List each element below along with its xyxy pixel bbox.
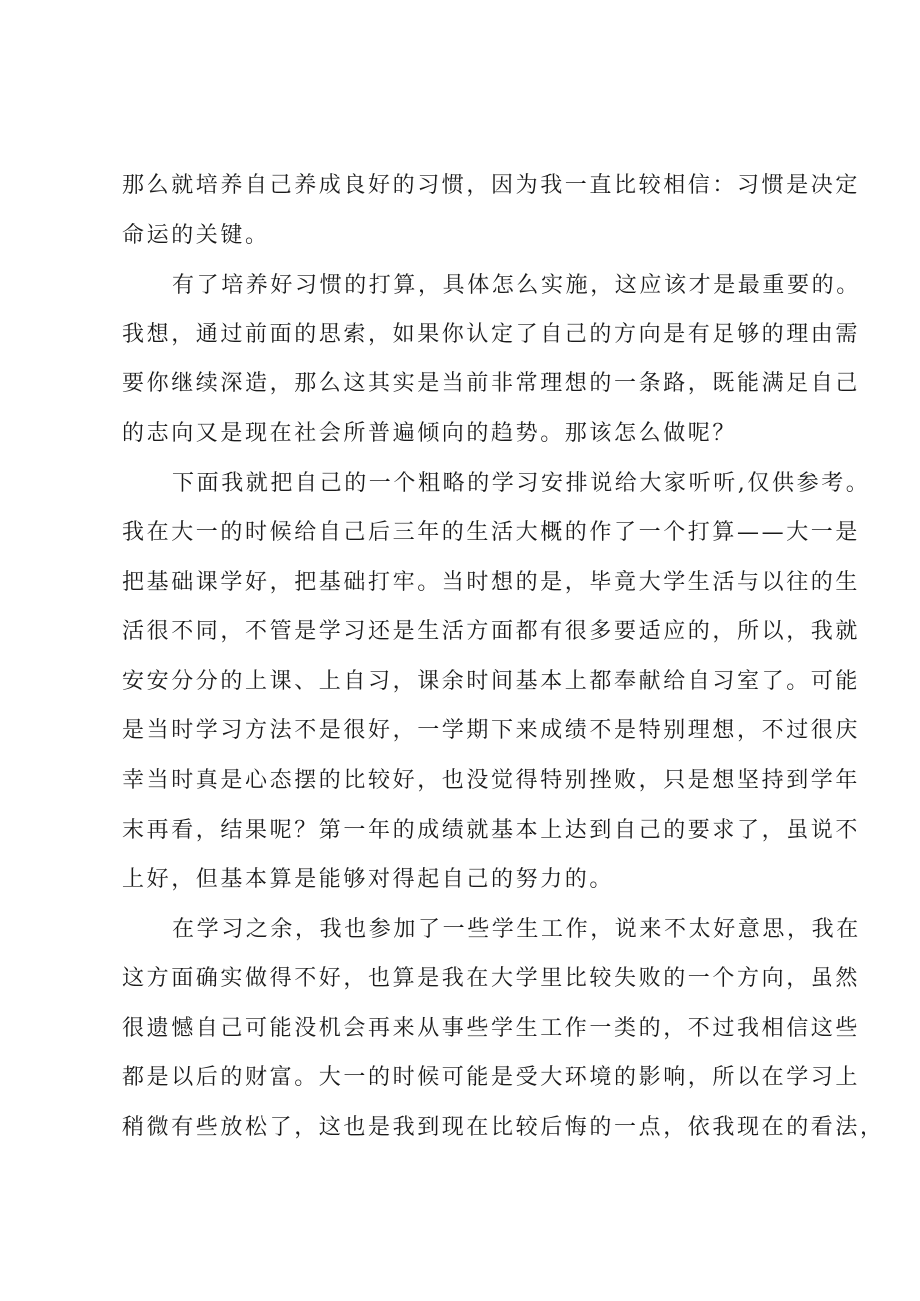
text-line: 是当时学习方法不是很好，一学期下来成绩不是特别理想，不过很庆 — [122, 718, 861, 743]
text-line: 的志向又是现在社会所普遍倾向的趋势。那该怎么做呢？ — [122, 421, 738, 446]
text-line: 都是以后的财富。大一的时候可能是受大环境的影响，所以在学习上 — [122, 1065, 861, 1090]
text-line: 要你继续深造，那么这其实是当前非常理想的一条路，既能满足自己 — [122, 371, 861, 396]
paragraph-first-line: 下面我就把自己的一个粗略的学习安排说给大家听听,仅供参考。 — [172, 471, 871, 496]
text-line: 安安分分的上课、上自习，课余时间基本上都奉献给自习室了。可能 — [122, 669, 861, 694]
text-line: 我在大一的时候给自己后三年的生活大概的作了一个打算——大一是 — [122, 520, 861, 545]
text-line: 活很不同，不管是学习还是生活方面都有很多要适应的，所以，我就 — [122, 619, 861, 644]
text-line: 末再看，结果呢？第一年的成绩就基本上达到自己的要求了，虽说不 — [122, 818, 861, 843]
text-line: 幸当时真是心态摆的比较好，也没觉得特别挫败，只是想坚持到学年 — [122, 768, 861, 793]
text-line: 稍微有些放松了，这也是我到现在比较后悔的一点，依我现在的看法， — [122, 1115, 885, 1140]
paragraph-first-line: 在学习之余，我也参加了一些学生工作，说来不太好意思，我在 — [172, 917, 861, 942]
paragraph-first-line: 有了培养好习惯的打算，具体怎么实施，这应该才是最重要的。 — [172, 273, 861, 298]
text-line: 这方面确实做得不好，也算是我在大学里比较失败的一个方向，虽然 — [122, 966, 861, 991]
text-line: 上好，但基本算是能够对得起自己的努力的。 — [122, 867, 615, 892]
text-line: 命运的关键。 — [122, 223, 270, 248]
text-line: 把基础课学好，把基础打牢。当时想的是，毕竟大学生活与以往的生 — [122, 570, 861, 595]
text-line: 那么就培养自己养成良好的习惯，因为我一直比较相信：习惯是决定 — [122, 173, 861, 198]
text-line: 我想，通过前面的思索，如果你认定了自己的方向是有足够的理由需 — [122, 322, 861, 347]
text-line: 很遗憾自己可能没机会再来从事些学生工作一类的，不过我相信这些 — [122, 1016, 861, 1041]
